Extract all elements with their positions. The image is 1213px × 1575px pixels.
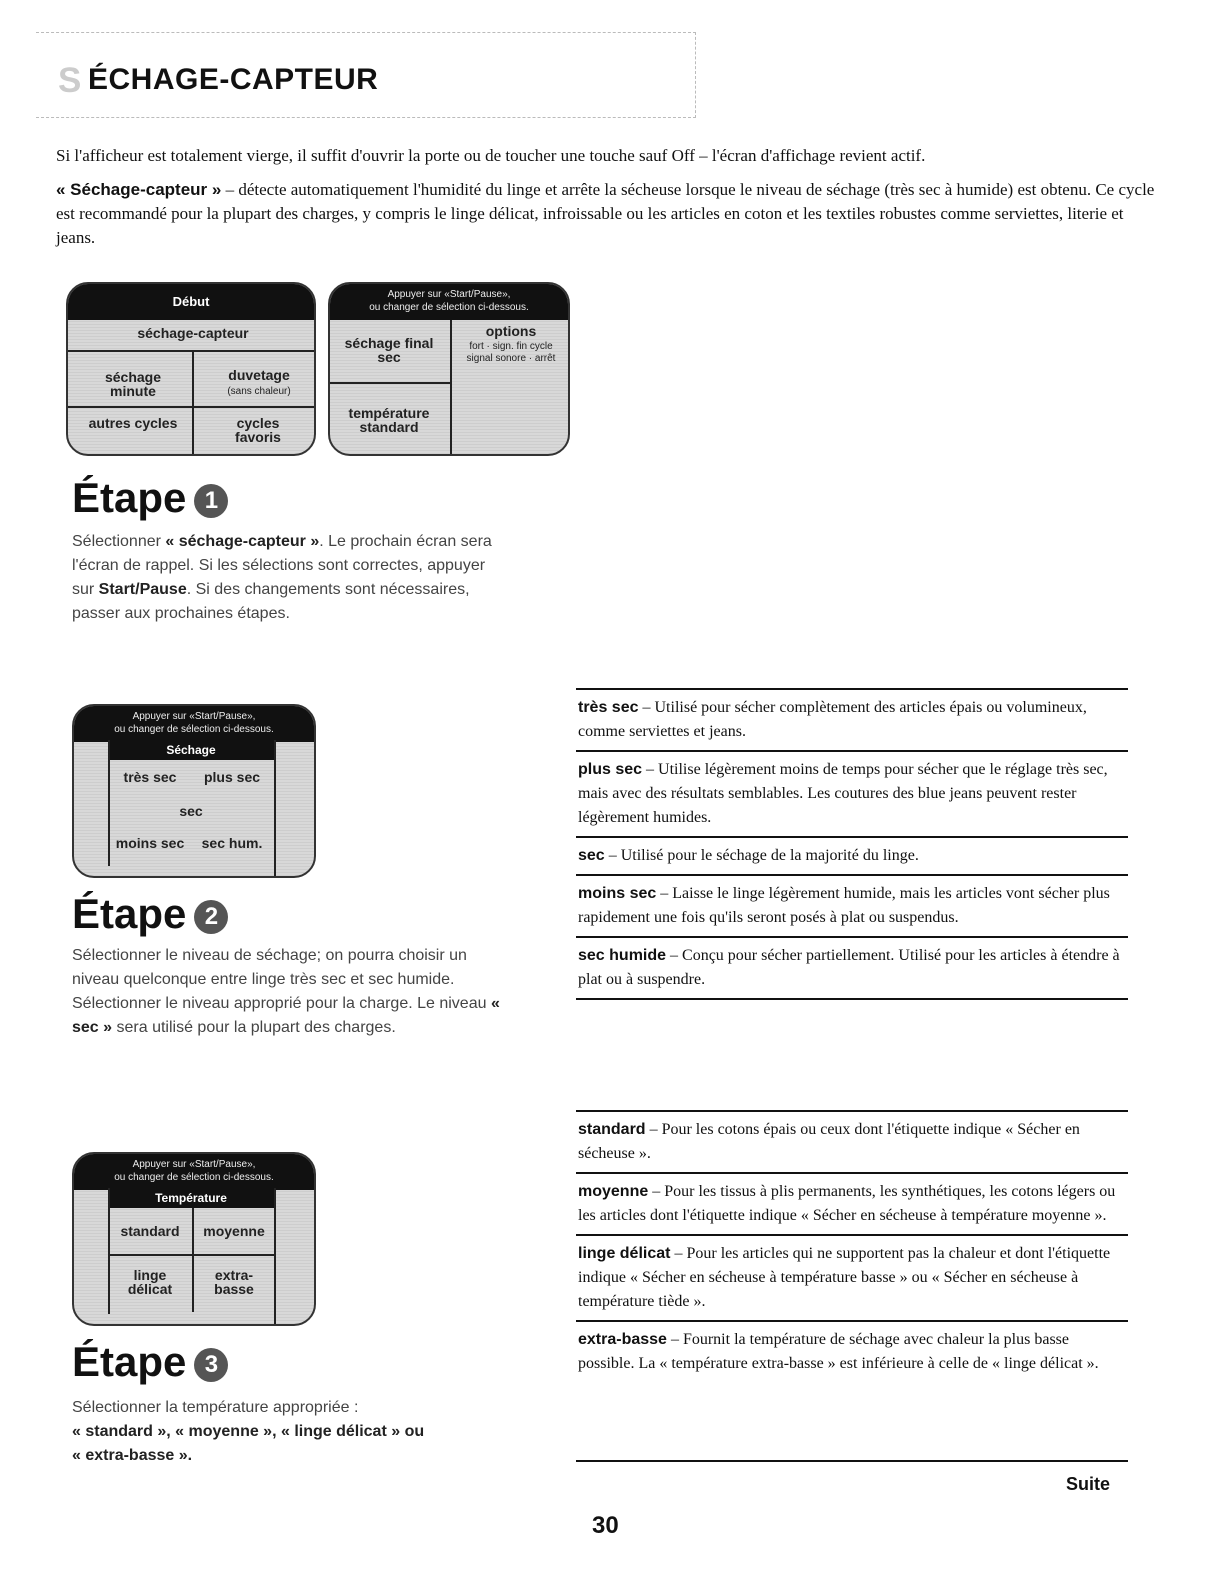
screen-temperature-header (74, 1154, 314, 1190)
def-desc: – Conçu pour sécher partiellement. Utilisé pour les articles à étendre à plat ou à suspendre. (578, 947, 1120, 988)
def-desc: – Utilise légèrement moins de temps pour sécher que le réglage très sec, mais avec des résultats semblables. Les coutures des blue jeans peuvent rester légèrement humides. (578, 761, 1108, 826)
header-line-2: ou changer de sélection ci-dessous. (114, 1172, 274, 1183)
header-line-2: ou changer de sélection ci-dessous. (114, 724, 274, 735)
continue-label: Suite (1066, 1474, 1111, 1494)
def-term: standard (578, 1121, 646, 1138)
options-line-2: signal sonore · arrêt (466, 353, 556, 364)
def-desc: – Utilisé pour sécher complètement des articles épais ou volumineux, comme serviettes et jeans. (578, 699, 1087, 740)
final-dry-value: sec (377, 349, 401, 365)
step-1-label: Étape (72, 474, 187, 521)
step-1-b1: « séchage-capteur » (165, 533, 320, 550)
step-2-label: Étape (72, 890, 187, 937)
step-3-text (72, 1396, 432, 1468)
def-term: extra-basse (578, 1331, 667, 1348)
header-line-1: Appuyer sur «Start/Pause», (387, 289, 511, 300)
step-1-t2: . Le prochain écran sera l'écran de rappel. Si les sélections sont correctes, appuyer sur (72, 533, 492, 598)
def-term: moins sec (578, 885, 657, 902)
header-line-1: Appuyer sur «Start/Pause», (132, 711, 256, 722)
temperature-setting[interactable] (330, 406, 448, 434)
step-1-b2: Start/Pause (98, 581, 187, 598)
step-1-text (72, 530, 502, 626)
screen-start (66, 282, 316, 456)
def-moins-sec (576, 874, 1128, 936)
dryness-sec[interactable]: sec (179, 803, 203, 819)
header-line-1: Appuyer sur «Start/Pause», (132, 1159, 256, 1170)
def-sec-humide (576, 936, 1128, 998)
def-desc: – Fournit la température de séchage avec chaleur la plus basse possible. La « température extra-basse » est inférieure à celle de « linge délicat ». (578, 1331, 1099, 1372)
temperature-label: température (348, 405, 430, 421)
temp-moyenne[interactable]: moyenne (203, 1223, 265, 1239)
def-desc: – Laisse le linge légèrement humide, mais les articles vont sécher plus rapidement une fois qu'ils seront posés à plat ou suspendus. (578, 885, 1110, 926)
divider (576, 998, 1128, 1000)
screen-dryness (72, 704, 316, 878)
def-term: linge délicat (578, 1245, 671, 1262)
options-label[interactable]: options (485, 323, 537, 339)
title-box (36, 32, 696, 118)
step-3-b1: « standard », « moyenne », « linge délicat » ou « extra-basse ». (72, 1423, 425, 1464)
temp-standard[interactable]: standard (120, 1223, 180, 1239)
intro-bold: « Séchage-capteur » (56, 180, 222, 199)
option-autres-cycles[interactable]: autres cycles (88, 415, 178, 431)
dryness-tres-sec[interactable]: très sec (123, 769, 177, 785)
step-1-t1: Sélectionner (72, 533, 166, 550)
option-duvetage-sub: (sans chaleur) (227, 386, 291, 397)
def-extra-basse (576, 1320, 1128, 1382)
screen-review (328, 282, 570, 456)
final-dry-label: séchage final (344, 335, 434, 351)
temp-extra-basse[interactable]: extra-basse (214, 1267, 254, 1297)
page-number: 30 (592, 1512, 619, 1539)
temp-linge-delicat[interactable]: linge délicat (127, 1267, 173, 1297)
temperature-definitions (576, 1110, 1128, 1382)
def-sec (576, 836, 1128, 874)
step-2-number: 2 (194, 900, 228, 934)
step-2-t1: Sélectionner le niveau de séchage; on pourra choisir un niveau quelconque entre linge très sec et sec humide. Sélectionner le niveau approprié pour la charge. Le niveau (72, 947, 491, 1012)
def-desc: – Pour les cotons épais ou ceux dont l'étiquette indique « Sécher en sécheuse ». (578, 1121, 1080, 1162)
intro-rest: – détecte automatiquement l'humidité du linge et arrête la sécheuse lorsque le niveau de séchage (très sec à humide) est obtenu. Ce cycle est recommandé pour la plupart des charges, y compris le linge délicat, infroissable ou les articles en coton et les textiles robustes comme serviettes, literie et jeans. (56, 180, 1155, 247)
def-moyenne (576, 1172, 1128, 1234)
option-sechage-minute[interactable]: séchage minute (104, 369, 162, 399)
dryness-sec-humide[interactable]: sec hum. (201, 835, 263, 851)
screen-start-header: Début (68, 284, 314, 320)
def-term: moyenne (578, 1183, 649, 1200)
step-2-text (72, 944, 502, 1040)
def-term: très sec (578, 699, 639, 716)
dryness-plus-sec[interactable]: plus sec (203, 769, 261, 785)
def-desc: – Utilisé pour le séchage de la majorité du linge. (604, 847, 919, 864)
screen-review-header (330, 284, 568, 320)
step-1-number: 1 (194, 484, 228, 518)
option-sechage-capteur[interactable]: séchage-capteur (137, 325, 249, 341)
def-term: sec humide (578, 947, 667, 964)
screen-dryness-header (74, 706, 314, 742)
temperature-value: standard (359, 419, 419, 435)
final-dry-setting[interactable] (330, 336, 448, 364)
header-line-2: ou changer de sélection ci-dessous. (369, 302, 529, 313)
option-duvetage[interactable] (204, 368, 314, 399)
def-term: sec (578, 847, 605, 864)
def-tres-sec (576, 688, 1128, 750)
option-cycles-favoris[interactable]: cycles favoris (235, 415, 281, 445)
dryness-moins-sec[interactable]: moins sec (115, 835, 185, 851)
def-plus-sec (576, 750, 1128, 836)
def-standard (576, 1110, 1128, 1172)
option-duvetage-label: duvetage (228, 367, 290, 383)
step-1-heading (72, 474, 228, 522)
step-3-t1: Sélectionner la température appropriée : (72, 1399, 359, 1416)
screen-temperature (72, 1152, 316, 1326)
def-linge-delicat (576, 1234, 1128, 1320)
step-2-heading (72, 890, 228, 938)
title-initial: S (58, 61, 82, 100)
def-desc: – Pour les tissus à plis permanents, les synthétiques, les cotons légers ou les articles dont l'étiquette indique « Sécher en sécheuse à température moyenne ». (578, 1183, 1116, 1224)
dryness-title: Séchage (108, 740, 274, 760)
def-term: plus sec (578, 761, 643, 778)
step-1-t3: . Si des changements sont nécessaires, passer aux prochaines étapes. (72, 581, 470, 622)
step-2-b1: « sec » (72, 995, 500, 1036)
intro-line: Si l'afficheur est totalement vierge, il suffit d'ouvrir la porte ou de toucher une touche sauf Off – l'écran d'affichage revient actif. (56, 146, 926, 165)
step-2-t2: sera utilisé pour la plupart des charges. (112, 1019, 396, 1036)
intro-paragraph (56, 178, 1156, 250)
step-3-number: 3 (194, 1348, 228, 1382)
options-line-1: fort · sign. fin cycle (469, 341, 553, 352)
def-desc: – Pour les articles qui ne supportent pas la chaleur et dont l'étiquette indique « Sécher en sécheuse à température basse » ou « Sécher en sécheuse à température tiède ». (578, 1245, 1111, 1310)
temperature-title: Température (108, 1188, 274, 1208)
step-3-heading (72, 1338, 228, 1386)
divider (576, 1460, 1128, 1462)
page-title: ÉCHAGE-CAPTEUR (88, 63, 379, 96)
step-3-label: Étape (72, 1338, 187, 1385)
dryness-definitions (576, 688, 1128, 1000)
